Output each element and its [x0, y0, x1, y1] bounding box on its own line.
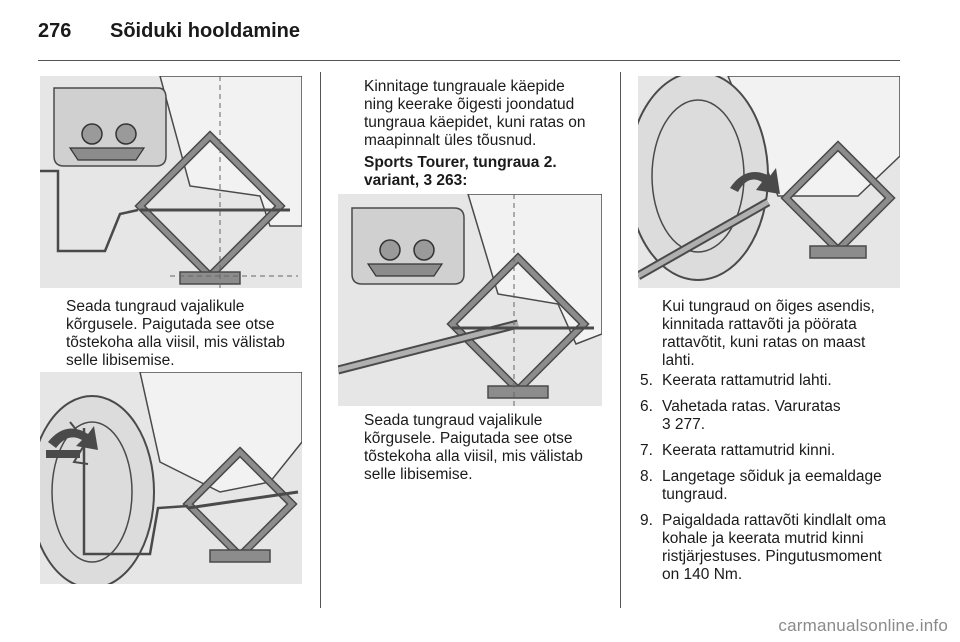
- variant-line-1: Sports Tourer, tungraua 2.: [364, 154, 557, 171]
- text-line: maapinnalt üles tõusnud.: [364, 132, 537, 149]
- text-line: Seada tungraud vajalikule: [66, 298, 245, 315]
- jack-variant-2-illustration: [338, 194, 602, 406]
- text-line: ning keerake õigesti joondatud: [364, 96, 575, 113]
- variant-page-ref: 263:: [436, 172, 468, 189]
- page-header: [38, 20, 300, 43]
- column-divider-1: [320, 72, 321, 608]
- watermark: carmanualsonline.info: [778, 616, 948, 635]
- text-line: Keerata rattamutrid lahti.: [662, 372, 832, 389]
- step-number: 7.: [640, 442, 653, 459]
- wheel-wrench-illustration: [638, 76, 900, 288]
- text-line: Vahetada ratas. Varuratas: [662, 398, 841, 415]
- step-number: 8.: [640, 468, 653, 485]
- text-line: selle libisemise.: [66, 352, 175, 369]
- text-line: tungraua käepidet, kuni ratas on: [364, 114, 586, 131]
- variant-line-2: [364, 172, 614, 190]
- text-line: kohale ja keerata mutrid kinni: [662, 530, 864, 547]
- intro-handle-text: [364, 78, 614, 150]
- step-7: [640, 442, 902, 460]
- variant-prefix: variant,: [364, 172, 420, 189]
- text-line: Kui tungraud on õiges asendis,: [662, 298, 875, 315]
- text-line: kõrgusele. Paigutada see otse: [364, 430, 573, 447]
- step-number: 6.: [640, 398, 653, 415]
- text-line: Langetage sõiduk ja eemaldage: [662, 468, 882, 485]
- step-6: [640, 398, 902, 434]
- caption-jack-height-1: [66, 298, 316, 370]
- cross-reference-arrow-icon: 3: [423, 172, 433, 189]
- intro-wrench-text: [662, 298, 902, 370]
- step-5: [640, 372, 902, 390]
- text-line: tungraud.: [662, 486, 728, 503]
- step-8: [640, 468, 902, 504]
- jack-positioning-illustration: [40, 76, 302, 288]
- text-line: Seada tungraud vajalikule: [364, 412, 543, 429]
- text-line: ristjärjestuses. Pingutusmoment: [662, 548, 882, 565]
- step-number: 5.: [640, 372, 653, 389]
- step-number: 9.: [640, 512, 653, 529]
- cross-reference: 3 277.: [662, 416, 706, 433]
- variant-heading: [364, 154, 614, 190]
- step-9: [640, 512, 902, 584]
- text-line: kõrgusele. Paigutada see otse: [66, 316, 275, 333]
- text-line: selle libisemise.: [364, 466, 473, 483]
- text-line: Kinnitage tungrauale käepide: [364, 78, 565, 95]
- page-title: Sõiduki hooldamine: [110, 20, 301, 42]
- header-rule: [38, 60, 900, 61]
- column-divider-2: [620, 72, 621, 608]
- page-number: 276: [38, 20, 72, 42]
- text-line: Paigaldada rattavõti kindlalt oma: [662, 512, 887, 529]
- text-line: tõstekoha alla viisil, mis välistab: [66, 334, 285, 351]
- jack-crank-illustration: [40, 372, 302, 584]
- procedure-steps: [640, 372, 902, 592]
- figure-jack-crank-wheel: [40, 372, 302, 584]
- text-line: lahti.: [662, 352, 695, 369]
- figure-jack-positioning: [40, 76, 302, 288]
- text-line: kinnitada rattavõti ja pöörata: [662, 316, 857, 333]
- caption-jack-height-2: [364, 412, 614, 484]
- figure-jack-variant-2: [338, 194, 602, 406]
- figure-wheel-wrench-lift: [638, 76, 900, 288]
- text-line: Keerata rattamutrid kinni.: [662, 442, 836, 459]
- text-line: rattavõtit, kuni ratas on maast: [662, 334, 866, 351]
- text-line: tõstekoha alla viisil, mis välistab: [364, 448, 583, 465]
- text-line: on 140 Nm.: [662, 566, 743, 583]
